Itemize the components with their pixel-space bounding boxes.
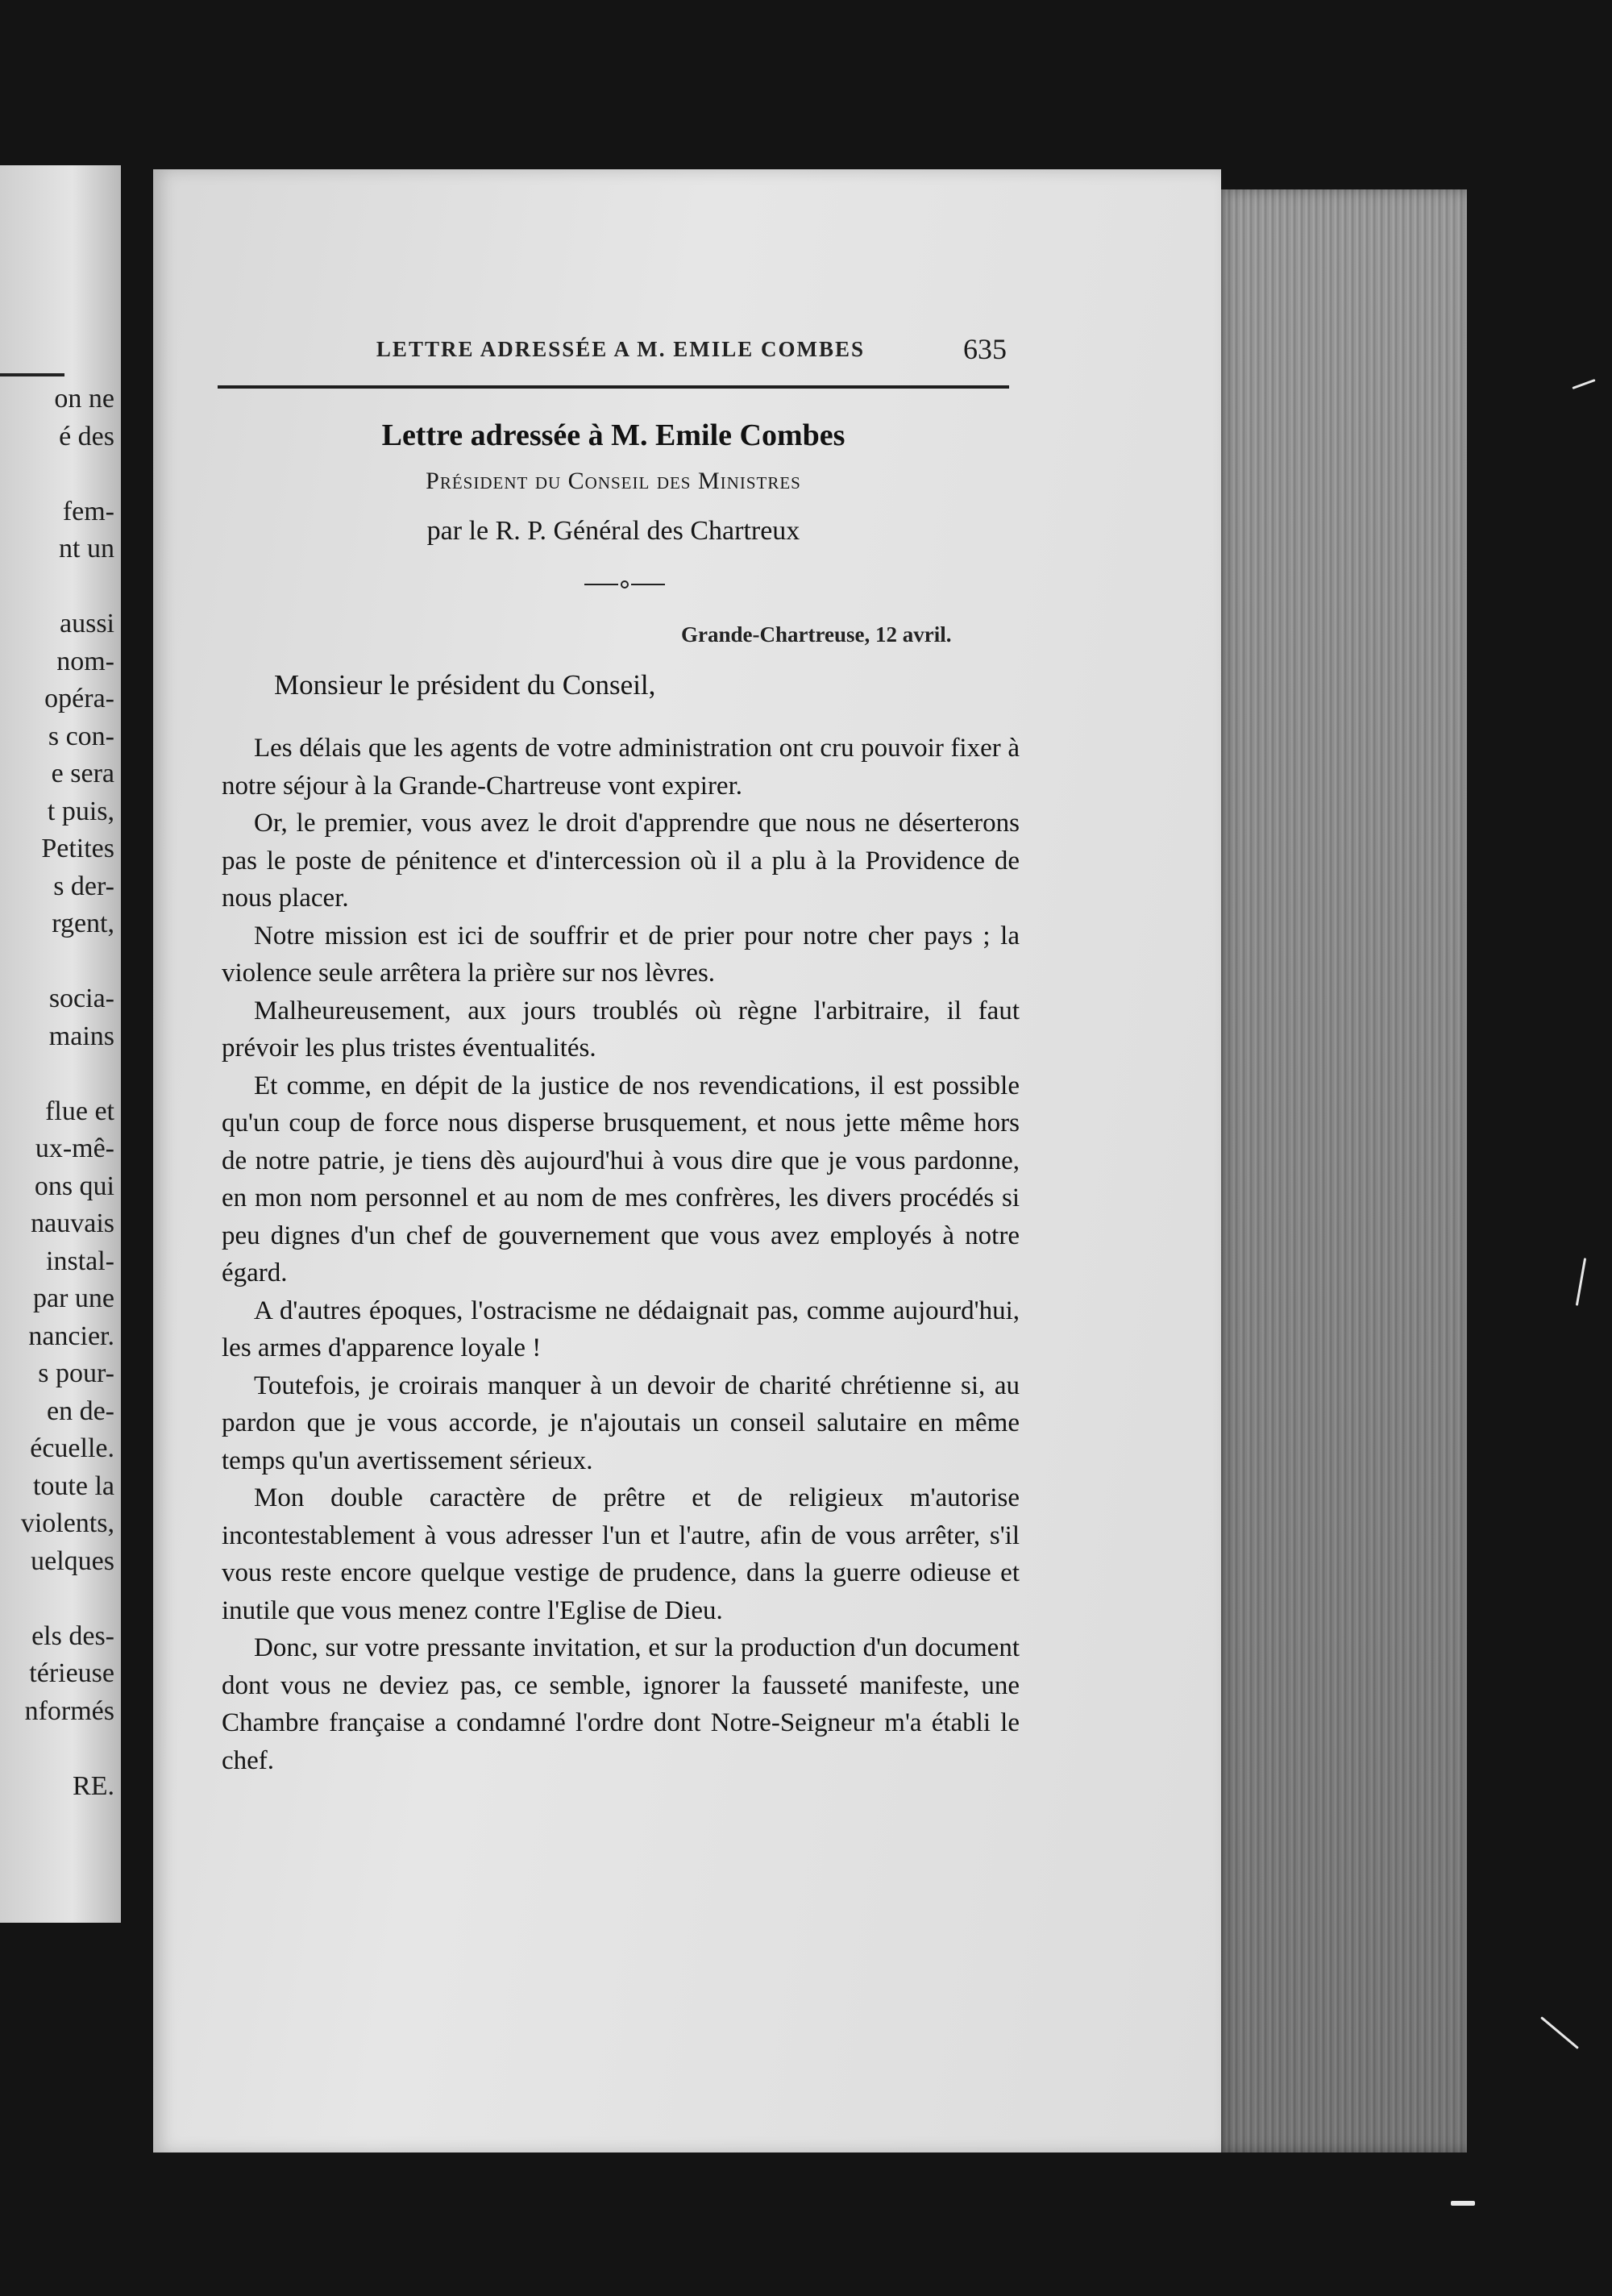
left-page-line <box>0 1732 114 1770</box>
left-page-line: t puis, <box>47 796 114 826</box>
left-page-rule <box>0 373 64 376</box>
letter-subtitle: Président du Conseil des Ministres <box>426 468 801 494</box>
left-page-line: instal- <box>46 1246 114 1276</box>
left-page-line: s con- <box>48 721 114 751</box>
divider-ornament <box>584 572 665 597</box>
paragraph: Toutefois, je croirais manquer à un devoir de charité chrétienne si, au pardon que je vous accorde, je n'ajoutais un conseil salutaire en même temps qu'un avertissement sérieux. <box>222 1371 1020 1475</box>
left-page-line: els des- <box>31 1620 114 1651</box>
left-page-line: fem- <box>62 496 114 526</box>
paragraph: Donc, sur votre pressante invitation, et sur la production d'un document dont vous ne deviez pas, ce semble, ignorer la fausseté manifeste, une Chambre française a condamné l'ordre dont Notre-Seigneur m'a établi le chef. <box>222 1633 1020 1775</box>
paragraph: A d'autres époques, l'ostracisme ne dédaignait pas, comme aujourd'hui, les armes d'apparence loyale ! <box>222 1296 1020 1362</box>
left-page-line: Petites <box>41 834 114 863</box>
left-page-line: nom- <box>56 646 114 676</box>
letter-salutation: Monsieur le président du Conseil, <box>274 669 656 701</box>
paragraph: Malheureusement, aux jours troublés où règne l'arbitraire, il faut prévoir les plus tristes éventualités. <box>222 996 1020 1063</box>
left-page-line: ons qui <box>34 1171 114 1201</box>
left-page-line: nformés <box>24 1695 114 1726</box>
left-page-line: opéra- <box>44 684 114 713</box>
book-page-edges <box>1217 189 1467 2152</box>
paragraph: Les délais que les agents de votre administration ont cru pouvoir fixer à notre séjour à la Grande-Chartreuse vont expirer. <box>222 734 1020 801</box>
paragraph: Mon double caractère de prêtre et de religieux m'autorise incontestablement à vous adresser l'un et l'autre, afin de vous arrêter, s'il vous reste encore quelque vestige de prudence, dans la guerre odieuse et inutile que vous menez contre l'Eglise de Dieu. <box>222 1483 1020 1625</box>
left-facing-page <box>0 165 121 1923</box>
left-page-line: nauvais <box>31 1208 114 1238</box>
left-page-line <box>0 1058 114 1096</box>
scan-mark <box>1540 2016 1579 2049</box>
left-page-line: nt un <box>59 534 114 564</box>
left-page-line: s der- <box>53 871 114 901</box>
scan-mark <box>1576 1258 1586 1306</box>
page-number: 635 <box>963 333 1007 365</box>
left-page-line <box>0 458 114 496</box>
scan-mark <box>1572 379 1595 389</box>
paragraph: Notre mission est ici de souffrir et de prier pour notre cher pays ; la violence seule arrêtera la prière sur nos lèvres. <box>222 921 1020 988</box>
letter-title: Lettre adressée à M. Emile Combes <box>381 418 845 452</box>
left-page-line: toute la <box>32 1470 114 1501</box>
left-page-line: violents, <box>20 1508 114 1538</box>
letter-dateline: Grande-Chartreuse, 12 avril. <box>681 622 952 647</box>
paragraph: Et comme, en dépit de la justice de nos revendications, il est possible qu'un coup de force nous disperse brusquement, et nous jette même hors de notre patrie, je tiens dès aujourd'hui à vous dire que je vous pardonne, en mon nom personnel et au nom de mes confrères, les divers procédés si peu dignes d'un chef de gouvernement que vous avez employés à notre égard. <box>222 1071 1020 1287</box>
left-page-line: aussi <box>60 609 114 638</box>
left-page-line <box>0 946 114 984</box>
left-page-line: mains <box>48 1021 114 1051</box>
left-page-line: e sera <box>51 759 114 788</box>
left-page-line: s pour- <box>38 1358 114 1388</box>
left-page-line: uelques <box>31 1545 114 1576</box>
left-page-line: nancier. <box>28 1321 114 1351</box>
left-page-line: RE. <box>73 1770 114 1801</box>
header-rule <box>218 385 1009 389</box>
left-page-line: é des <box>59 421 114 451</box>
left-page-line: on ne <box>54 384 114 414</box>
left-page-line <box>0 1583 114 1620</box>
left-page-text <box>0 383 114 1807</box>
left-page-line <box>0 571 114 609</box>
left-page-line: ux-mê- <box>35 1133 114 1163</box>
running-head: LETTRE ADRESSÉE A M. EMILE COMBES <box>376 337 866 361</box>
letter-body <box>222 730 1020 1779</box>
left-page-line: rgent, <box>52 909 114 938</box>
left-page-line: socia- <box>48 984 114 1013</box>
left-page-line: par une <box>32 1283 114 1313</box>
paragraph: Or, le premier, vous avez le droit d'apprendre que nous ne déserterons pas le poste de pénitence et d'intercession où il a plu à la Providence de nous placer. <box>222 809 1020 913</box>
left-page-line: flue et <box>45 1096 114 1126</box>
left-page-line: térieuse <box>29 1658 114 1688</box>
left-page-line: en de- <box>46 1395 114 1426</box>
letter-byline: par le R. P. Général des Chartreux <box>426 516 800 546</box>
left-page-line: écuelle. <box>30 1433 114 1463</box>
scan-mark <box>1451 2201 1475 2206</box>
